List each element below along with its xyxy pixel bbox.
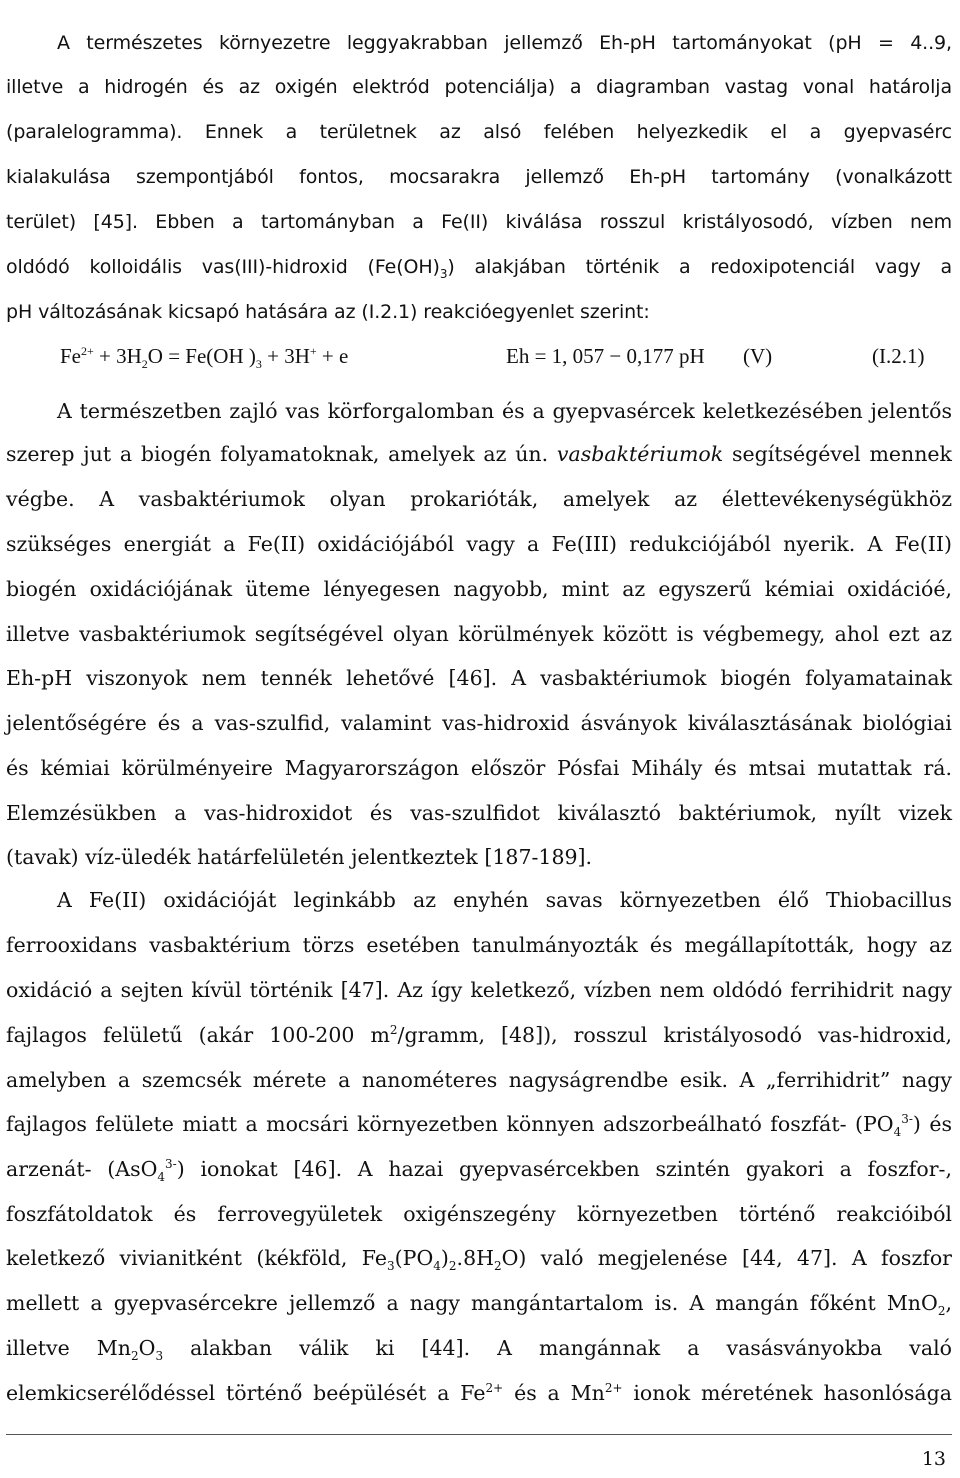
paragraph-line: kialakulása szempontjából fontos, mocsarakra jellemző Eh-pH tartomány (vonalkázott [6,166,952,188]
equation-lhs: $Fe^{2+} + 3H_2O = Fe(OH$ )$_3 + 3H^+ + e$ [60,344,349,372]
paragraph-line: illetve vasbaktériumok segítségével olyan körülmények között is végbemegy, ahol ezt az [6,622,952,646]
paragraph-line: fajlagos felülete miatt a mocsári környezetben könnyen adszorbeálható foszfát- $(PO_4^{3-})$ és [6,1112,952,1140]
paragraph-line: A Fe(II) oxidációját leginkább az enyhén savas környezetben élő Thiobacillus [57,888,952,912]
page-number: 13 [921,1448,946,1470]
paragraph-line: mellett a gyepvasércekre jellemző a nagy mangántartalom is. A mangán főként MnO$_2$, [6,1291,952,1319]
paragraph-line: elemkicserélődéssel történő beépülését a $Fe^{2+}$ és a $Mn^{2+}$ ionok méretének hasonlósága [6,1381,952,1405]
paragraph-line: A természetben zajló vas körforgalomban és a gyepvasércek keletkezésében jelentős [57,399,952,423]
paragraph-line: Elemzésükben a vas-hidroxidot és vas-szulfidot kiválasztó baktériumok, nyílt vizek [6,801,952,825]
paragraph-line: szerep jut a biogén folyamatoknak, amelyek az ún. vasbaktériumok segítségével mennek [6,442,952,466]
paragraph-line: foszfátoldatok és ferrovegyületek oxigénszegény környezetben történő reakcióiból [6,1202,952,1226]
paragraph-line: illetve $Mn_2O_3$ alakban válik ki [44]. A mangánnak a vasásványokba való [6,1336,952,1364]
paragraph-line: ferrooxidans vasbaktérium törzs esetében tanulmányozták és megállapították, hogy az [6,933,952,957]
paragraph-line: végbe. A vasbaktériumok olyan prokarióták, amelyek az élettevékenységükhöz [6,487,952,511]
paragraph-line: (paralelogramma). Ennek a területnek az alsó felében helyezkedik el a gyepvasérc [6,121,952,143]
paragraph-line: Eh-pH viszonyok nem tennék lehetővé [46]. A vasbaktériumok biogén folyamatainak [6,666,952,690]
paragraph-line: keletkező vivianitként (kékföld, $Fe_3(PO_4)_2.8H_2O$) való megjelenése [44, 47]. A foszfor [6,1246,952,1274]
paragraph-line: terület) [45]. Ebben a tartományban a Fe(II) kiválása rosszul kristályosodó, vízben nem [6,211,952,233]
equation-eh: Eh = 1, 057 − 0,177 pH [506,344,705,368]
paragraph-line: jelentőségére és a vas-szulfid, valamint vas-hidroxid ásványok kiválasztásának biológiai [6,711,952,735]
paragraph-line: szükséges energiát a Fe(II) oxidációjából vagy a Fe(III) redukciójából nyerik. A Fe(II) [6,532,952,556]
paragraph-line: fajlagos felületű (akár 100-200 $m^2$/gramm, [48]), rosszul kristályosodó vas-hidroxid, [6,1023,952,1047]
paragraph-line: amelyben a szemcsék mérete a nanométeres nagyságrendbe esik. A „ferrihidrit” nagy [6,1068,952,1092]
paragraph-line: és kémiai körülményeire Magyarországon először Pósfai Mihály és mtsai mutattak rá. [6,756,952,780]
paragraph-line: oldódó kolloidális vas(III)-hidroxid $(Fe(OH)_3)$ alakjában történik a redoxipotenciál vagy a [6,256,952,281]
paragraph-line: A természetes környezetre leggyakrabban jellemző Eh-pH tartományokat (pH = 4..9, [57,32,952,54]
equation-unit: (V) [743,344,773,368]
paragraph-line: oxidáció a sejten kívül történik [47]. Az így keletkező, vízben nem oldódó ferrihidrit nagy [6,978,952,1002]
paragraph-line: biogén oxidációjának üteme lényegesen nagyobb, mint az egyszerű kémiai oxidációé, [6,577,952,601]
paragraph-line: arzenát- (AsO$_4^{3-}$) ionokat [46]. A hazai gyepvasércekben szintén gyakori a foszfor-, [6,1157,952,1185]
footer-divider [6,1434,952,1435]
paragraph-line: pH változásának kicsapó hatására az (I.2.1) reakcióegyenlet szerint: [6,301,650,323]
emphasis-term: vasbaktériumok [556,442,724,466]
equation-number: (I.2.1) [872,344,925,368]
paragraph-line: illetve a hidrogén és az oxigén elektród potenciálja) a diagramban vastag vonal határolja [6,76,952,98]
paragraph-line: (tavak) víz-üledék határfelületén jelentkeztek [187-189]. [6,845,593,869]
reaction-equation [10,344,955,376]
